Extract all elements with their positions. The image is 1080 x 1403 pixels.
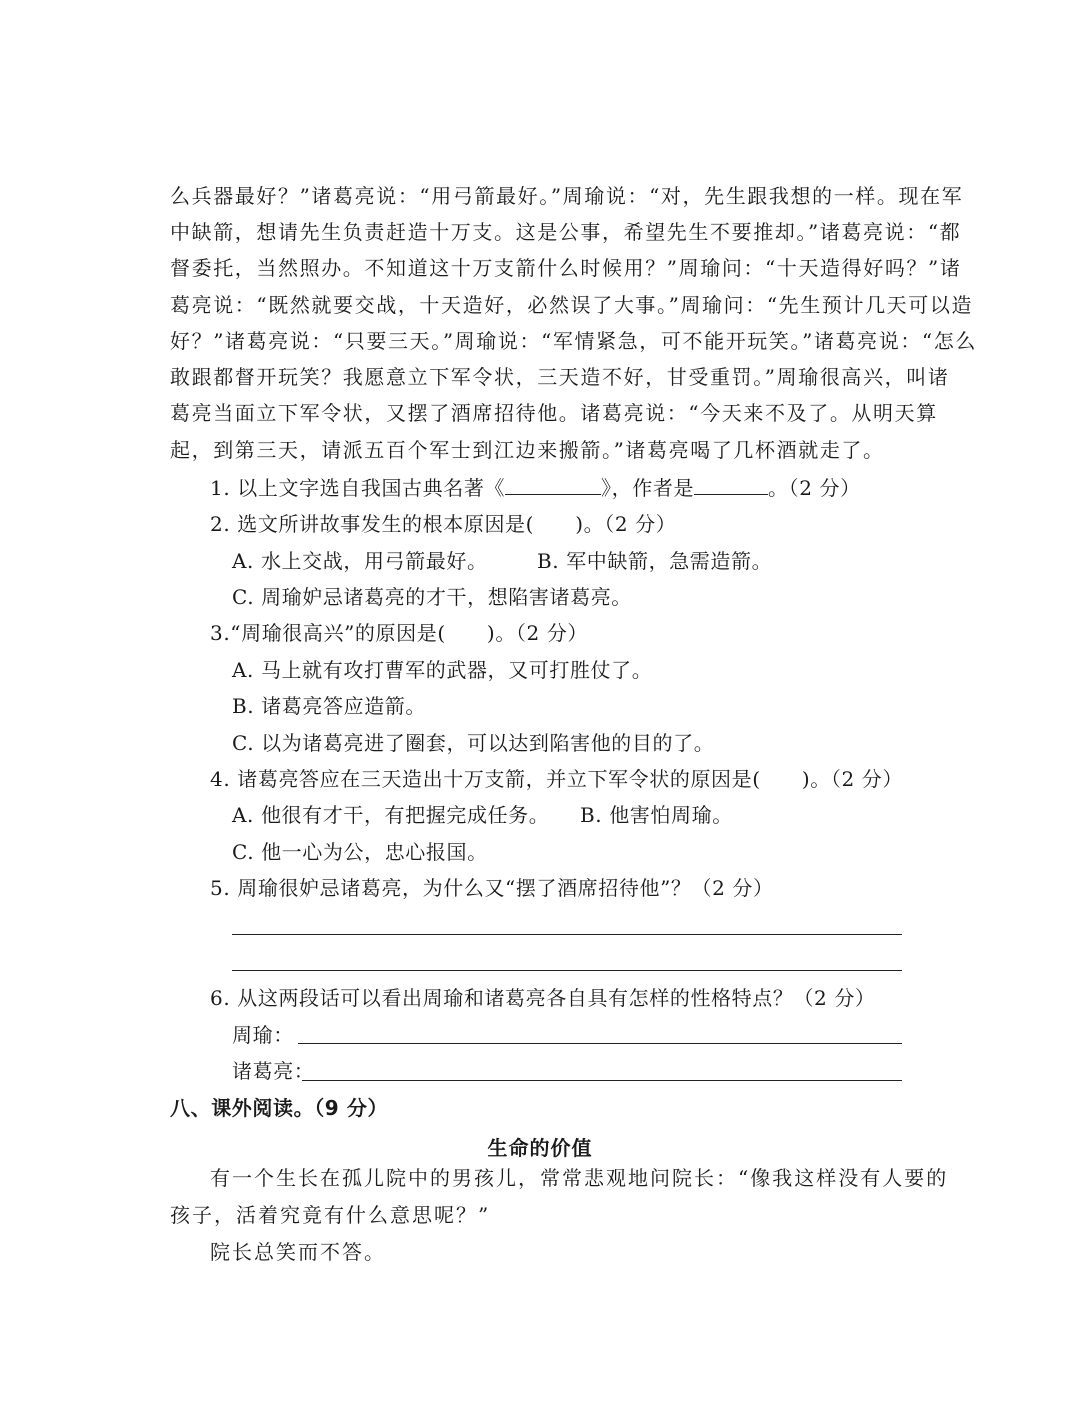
author-blank[interactable]	[694, 476, 768, 495]
question-6-stem: 6. 从这两段话可以看出周瑜和诸葛亮各自具有怎样的性格特点？（2 分）	[210, 986, 876, 1010]
passage-line: 起，到第三天，请派五百个军士到江边来搬箭。”诸葛亮喝了几杯酒就走了。	[170, 438, 885, 462]
q3-option-c[interactable]: C. 以为诸葛亮进了圈套，可以达到陷害他的目的了。	[232, 731, 715, 755]
q2-option-a[interactable]: A. 水上交战，用弓箭最好。	[232, 549, 488, 573]
article-line: 有一个生长在孤儿院中的男孩儿，常常悲观地问院长：“像我这样没有人要的	[210, 1166, 949, 1190]
zhouyu-answer-line[interactable]	[298, 1043, 902, 1044]
q3-option-a[interactable]: A. 马上就有攻打曹军的武器，又可打胜仗了。	[232, 658, 653, 682]
passage-line: 中缺箭，想请先生负责赶造十万支。这是公事，希望先生不要推却。”诸葛亮说：“都	[170, 220, 962, 244]
answer-line[interactable]	[232, 934, 902, 935]
book-title-blank[interactable]	[505, 476, 601, 495]
q2-option-c[interactable]: C. 周瑜妒忌诸葛亮的才干，想陷害诸葛亮。	[232, 585, 632, 609]
q1-middle: 》，作者是	[601, 476, 695, 500]
question-4-stem: 4. 诸葛亮答应在三天造出十万支箭，并立下军令状的原因是( )。（2 分）	[210, 767, 903, 791]
passage-line: 葛亮说：“既然就要交战，十天造好，必然误了大事。”周瑜问：“先生预计几天可以造	[170, 293, 974, 317]
article-line: 孩子，活着究竟有什么意思呢？”	[170, 1203, 491, 1227]
passage-line: 敢跟都督开玩笑？我愿意立下军令状，三天造不好，甘受重罚。”周瑜很高兴，叫诸	[170, 365, 950, 389]
passage-line: 督委托，当然照办。不知道这十万支箭什么时候用？”周瑜问：“十天造得好吗？”诸	[170, 256, 962, 280]
answer-line[interactable]	[232, 970, 902, 971]
zhugeliang-label: 诸葛亮：	[232, 1059, 315, 1083]
passage-line: 好？”诸葛亮说：“只要三天。”周瑜说：“军情紧急，可不能开玩笑。”诸葛亮说：“怎么	[170, 329, 977, 353]
question-5-stem: 5. 周瑜很妒忌诸葛亮，为什么又“摆了酒席招待他”？（2 分）	[210, 876, 774, 900]
passage-line: 葛亮当面立下军令状，又摆了酒席招待他。诸葛亮说：“今天来不及了。从明天算	[170, 401, 938, 425]
q3-option-b[interactable]: B. 诸葛亮答应造箭。	[232, 694, 427, 718]
zhugeliang-answer-line[interactable]	[302, 1080, 902, 1081]
q4-option-c[interactable]: C. 他一心为公，忠心报国。	[232, 840, 488, 864]
q1-prefix: 1. 以上文字选自我国古典名著《	[210, 476, 506, 500]
passage-line: 么兵器最好？”诸葛亮说：“用弓箭最好。”周瑜说：“对，先生跟我想的一样。现在军	[170, 184, 964, 208]
section-heading: 八、课外阅读。（9 分）	[170, 1096, 389, 1120]
q1-suffix: 。（2 分）	[768, 476, 861, 500]
zhouyu-label: 周瑜：	[232, 1023, 294, 1047]
question-3-stem: 3.“周瑜很高兴”的原因是( )。（2 分）	[210, 621, 589, 645]
article-title: 生命的价值	[487, 1136, 593, 1160]
question-2-stem: 2. 选文所讲故事发生的根本原因是( )。（2 分）	[210, 512, 677, 536]
q4-option-b[interactable]: B. 他害怕周瑜。	[580, 803, 733, 827]
article-line: 院长总笑而不答。	[210, 1240, 386, 1264]
question-1	[210, 476, 950, 500]
q2-option-b[interactable]: B. 军中缺箭，急需造箭。	[537, 549, 773, 573]
q4-option-a[interactable]: A. 他很有才干，有把握完成任务。	[232, 803, 550, 827]
